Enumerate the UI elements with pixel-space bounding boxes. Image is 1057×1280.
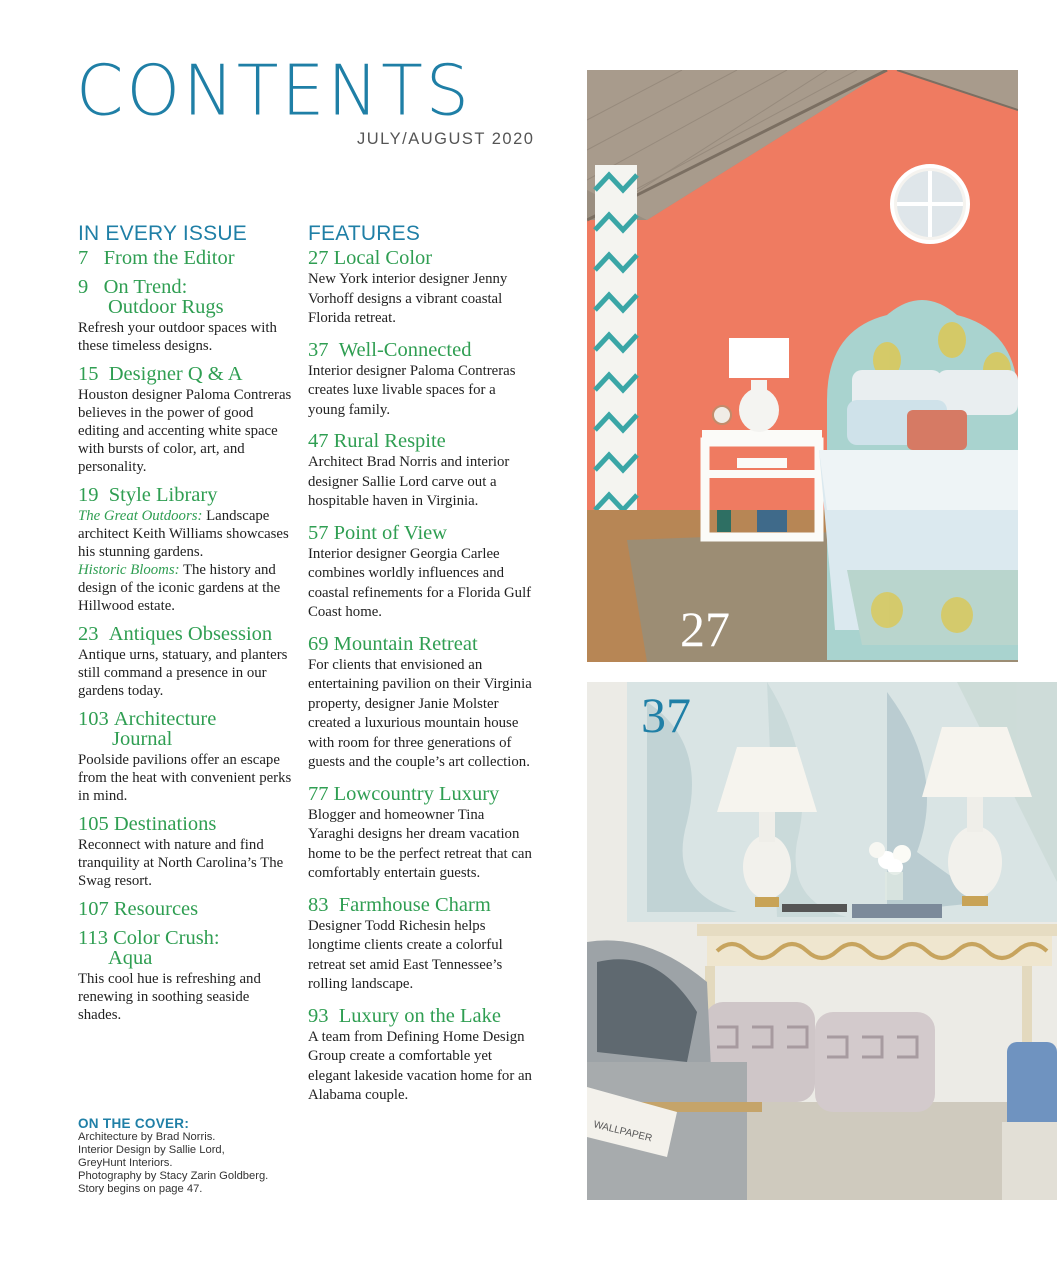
feature-entry[interactable] [308,340,533,421]
entry-title[interactable] [78,899,293,919]
entry-page-number: 77 [308,782,329,805]
entry-description: Refresh your outdoor spaces with these timeless designs. [78,320,277,355]
cover-heading: ON THE COVER: [78,1116,190,1131]
entry-title[interactable] [308,895,533,915]
entry-title-text: Architecture [113,708,217,731]
entry-page-number: 69 [308,632,329,655]
entry-title-text: Local Color [333,247,433,270]
living-room-photo[interactable] [587,682,1057,1200]
cover-credit-line: Story begins on page 47. [78,1183,203,1195]
bedroom-photo[interactable] [587,70,1018,662]
entry-title[interactable] [78,248,293,268]
entry-title-text: On Trend: [103,276,188,299]
entry-title-text: Antiques Obsession [108,623,273,646]
every-issue-column [78,222,293,1033]
entry-page-number: 7 [78,247,89,270]
toc-entry[interactable] [78,485,293,615]
sub-feature-label: Historic Blooms: [78,562,180,579]
entry-title[interactable] [78,928,293,968]
feature-entry[interactable] [308,431,533,512]
feature-entry[interactable] [308,1006,533,1106]
entry-title-text: Destinations [113,813,217,836]
entry-page-number: 93 [308,1004,329,1027]
feature-entry[interactable] [308,634,533,773]
toc-entry[interactable] [78,248,293,268]
every-issue-heading: IN EVERY ISSUE [78,222,247,245]
toc-entry[interactable] [78,277,293,355]
entry-description [78,507,293,615]
entry-description: Interior designer Georgia Carlee combines worldly influences and coastal refinements for a Florida Gulf Coast home. [308,545,532,621]
cover-credit-line: Architecture by Brad Norris. [78,1131,216,1143]
toc-entry[interactable] [78,928,293,1024]
entry-title[interactable] [78,364,293,384]
entry-title-text: Designer Q & A [108,363,243,386]
entry-page-number: 83 [308,893,329,916]
feature-entry[interactable] [308,784,533,884]
entry-title-text: Rural Respite [333,430,446,453]
entry-page-number: 15 [78,363,99,386]
entry-title[interactable] [78,277,293,317]
entry-page-number: 57 [308,521,329,544]
entry-page-number: 47 [308,430,329,453]
entry-title-text: From the Editor [103,247,235,270]
entry-description: New York interior designer Jenny Vorhoff designs a vibrant coastal Florida retreat. [308,271,508,327]
feature-entry[interactable] [308,523,533,623]
bedroom-illustration [587,70,1018,662]
entry-title-text: Resources [113,898,199,921]
feature-entry[interactable] [308,248,533,329]
entry-title-text: Luxury on the Lake [338,1004,501,1027]
entry-title[interactable] [78,624,293,644]
entry-title-text: Lowcountry Luxury [333,782,500,805]
issue-date: JULY/AUGUST 2020 [357,130,535,148]
toc-entry[interactable] [78,814,293,890]
entry-title-text: Point of View [333,521,448,544]
entry-title-text: Well-Connected [338,338,472,361]
entry-description: Blogger and homeowner Tina Yaraghi designs her dream vacation home to be the perfect retreat that can comfortably entertain guests. [308,806,532,882]
entry-title[interactable] [78,814,293,834]
features-column [308,222,533,1117]
entry-description: This cool hue is refreshing and renewing in soothing seaside shades. [78,971,261,1024]
toc-entry[interactable] [78,624,293,700]
features-heading: FEATURES [308,222,421,245]
entry-title-continued: Journal [112,728,173,751]
entry-description: Houston designer Paloma Contreras believes in the power of good editing and accenting white space with bursts of color, art, and personality. [78,387,292,476]
entry-page-number: 27 [308,247,329,270]
entry-title-text: Farmhouse Charm [338,893,491,916]
entry-page-number: 107 [78,898,109,921]
page-title: CONTENTS [76,51,472,132]
entry-title-continued: Outdoor Rugs [108,296,224,319]
entry-title[interactable] [308,784,533,804]
entry-title[interactable] [308,431,533,451]
sub-feature-text: Landscape architect Keith Williams showcases his stunning gardens. [78,508,289,561]
cover-credits [78,1117,303,1196]
entry-description: Designer Todd Richesin helps longtime clients create a colorful retreat set amid East Tennessee’s rolling landscape. [308,917,503,993]
cover-credit-line: Interior Design by Sallie Lord, [78,1144,225,1156]
entry-title[interactable] [308,340,533,360]
entry-description: A team from Defining Home Design Group create a comfortable yet elegant lakeside vacation home for an Alabama couple. [308,1028,532,1104]
toc-entry[interactable] [78,899,293,919]
entry-description: Antique urns, statuary, and planters still command a presence in our gardens today. [78,647,288,700]
feature-entry[interactable] [308,895,533,995]
entry-description: Poolside pavilions offer an escape from the heat with convenient perks in mind. [78,752,292,805]
sub-feature-text: The history and design of the iconic gardens at the Hillwood estate. [78,562,281,615]
entry-title[interactable] [308,634,533,654]
entry-page-number: 9 [78,276,89,299]
entry-title-text: Color Crush: [113,927,220,950]
entry-description: Architect Brad Norris and interior designer Sallie Lord carve out a hospitable haven in Virginia. [308,454,510,510]
entry-title-text: Style Library [108,484,218,507]
entry-description: For clients that envisioned an entertaining pavilion on their Virginia property, designer Janie Molster created a luxurious mountain house with room for three generations of guests and the couple’s art collection. [308,656,532,771]
entry-page-number: 37 [308,338,329,361]
entry-title[interactable] [308,248,533,268]
toc-entry[interactable] [78,709,293,805]
entry-title[interactable] [308,1006,533,1026]
cover-credit-line: Photography by Stacy Zarin Goldberg. [78,1170,269,1182]
book-text: WALLPAPER [592,1119,654,1145]
photo-page-label: 27 [680,601,730,657]
entry-title[interactable] [78,485,293,505]
entry-title[interactable] [78,709,293,749]
entry-page-number: 23 [78,623,99,646]
entry-title[interactable] [308,523,533,543]
entry-title-text: Mountain Retreat [333,632,478,655]
entry-page-number: 19 [78,484,99,507]
toc-entry[interactable] [78,364,293,476]
entry-page-number: 113 [78,927,108,950]
entry-page-number: 103 [78,708,109,731]
entry-description: Reconnect with nature and find tranquility at North Carolina’s The Swag resort. [78,837,284,890]
entry-page-number: 105 [78,813,109,836]
entry-description: Interior designer Paloma Contreras creates luxe livable spaces for a young family. [308,362,516,418]
sub-feature-label: The Great Outdoors: [78,508,203,525]
living-room-illustration [587,682,1057,1200]
entry-title-continued: Aqua [108,947,153,970]
photo-page-label: 37 [641,687,691,743]
cover-credit-line: GreyHunt Interiors. [78,1157,173,1169]
